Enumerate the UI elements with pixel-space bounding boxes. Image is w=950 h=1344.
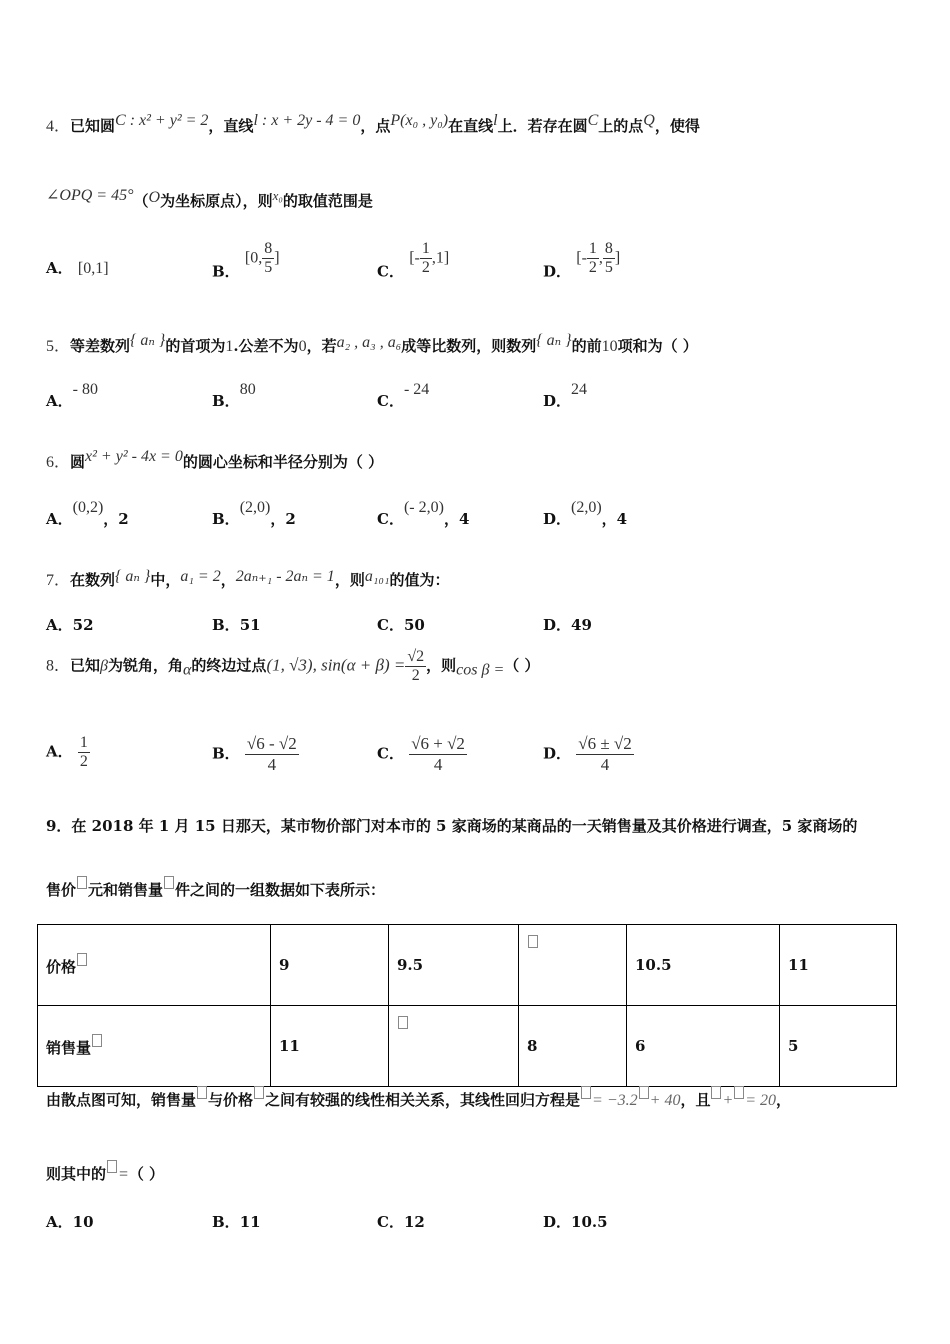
q9-regression-const: + 40	[649, 1092, 681, 1109]
q4-option-d[interactable]: D． [- $\frac{1}{2}$ , $\frac{8}{5}$ ]	[543, 240, 621, 281]
q7-option-b[interactable]: B．51	[212, 616, 261, 634]
missing-glyph-icon	[734, 1086, 744, 1099]
q7-recurrence: 2aₙ₊₁ - 2aₙ = 1	[235, 568, 335, 585]
q8-alpha: α	[183, 661, 192, 679]
q4-text: 为坐标原点），则	[160, 192, 273, 210]
q4-text: 已知圆	[70, 117, 116, 135]
q5-first-term: 1	[225, 338, 234, 355]
q9-stem-line4: 则其中的 =（ ）	[46, 1160, 164, 1184]
q5-ten: 10	[601, 338, 618, 355]
q4-point-q: Q	[643, 112, 655, 129]
q4-text: ，点	[360, 117, 391, 135]
q6-circle-eq: x² + y² - 4x = 0	[85, 448, 183, 465]
q9-sum-value: = 20	[745, 1092, 777, 1109]
table-row-header: 价格	[38, 925, 271, 1006]
table-cell: 10.5	[627, 925, 780, 1006]
q7-a101: a₁₀₁	[364, 568, 390, 585]
q9-equals: =	[118, 1166, 129, 1183]
table-cell: 9	[271, 925, 389, 1006]
table-cell: 8	[519, 1006, 627, 1087]
table-cell: 11	[271, 1006, 389, 1087]
missing-glyph-icon	[639, 1086, 649, 1099]
q4-origin: O	[148, 189, 161, 206]
q8-option-a[interactable]: A． $\frac{1}{2}$	[46, 734, 88, 770]
q6-option-b[interactable]: B．(2,0)，2	[212, 499, 296, 528]
table-cell: 5	[780, 1006, 897, 1087]
q5-sequence: { aₙ }	[130, 332, 166, 349]
q4-stem-line2	[46, 185, 373, 211]
q9-stem-line1: 9．在 2018 年 1 月 15 日那天，某市物价部门对本市的 5 家商场的某商品的一天销售量及其价格进行调查，5 家商场的	[46, 817, 858, 835]
missing-glyph-icon	[398, 1016, 408, 1029]
table-cell: 6	[627, 1006, 780, 1087]
q4-circle-eq: C : x² + y² = 2	[115, 112, 209, 129]
q6-stem: 6．圆x² + y² - 4x = 0的圆心坐标和半径分别为（ ）	[46, 448, 384, 471]
q9-regression-eq: = −3.2	[592, 1092, 638, 1109]
missing-glyph-icon	[197, 1086, 207, 1099]
q7-option-d[interactable]: D．49	[543, 616, 592, 634]
q8-cos-beta: cos β =	[456, 661, 505, 679]
q4-text: ，使得	[654, 117, 700, 135]
q4-text: 上．若存在圆	[497, 117, 588, 135]
q6-option-d[interactable]: D．(2,0)，4	[543, 499, 628, 528]
missing-glyph-icon	[77, 953, 87, 966]
q5-option-c[interactable]: C．- 24	[377, 381, 430, 410]
q7-a1: a₁ = 2	[180, 568, 221, 585]
q9-option-c[interactable]: C．12	[377, 1213, 425, 1231]
missing-glyph-icon	[107, 1160, 117, 1173]
table-cell	[389, 1006, 519, 1087]
q6-option-c[interactable]: C．(- 2,0)，4	[377, 499, 470, 528]
q4-circle-c: C	[587, 112, 599, 129]
q4-stem-line1	[46, 112, 700, 136]
q4-number: 4．	[46, 118, 71, 135]
missing-glyph-icon	[164, 876, 174, 889]
q5-number: 5．	[46, 338, 71, 355]
missing-glyph-icon	[92, 1034, 102, 1047]
q4-line-eq: l : x + 2y - 4 = 0	[253, 112, 361, 129]
missing-glyph-icon	[254, 1086, 264, 1099]
q4-option-a[interactable]: A． [0,1]	[46, 259, 109, 277]
q4-line-l: l	[493, 112, 498, 129]
table-row	[38, 925, 897, 1006]
q7-option-c[interactable]: C．50	[377, 616, 425, 634]
table-cell	[519, 925, 627, 1006]
missing-glyph-icon	[581, 1086, 591, 1099]
q4-text: 在直线	[448, 117, 494, 135]
q8-number: 8．	[46, 657, 71, 675]
q4-option-b[interactable]: B． [0, $\frac{8}{5}$ ]	[212, 240, 280, 281]
q9-option-a[interactable]: A．10	[46, 1213, 94, 1231]
q5-option-b[interactable]: B．80	[212, 381, 256, 410]
q8-stem: 8．已知β为锐角，角α的终边过点(1, √3), sin(α + β) = $\frac{√2}{2}$ ，则cos β =（ ）	[46, 648, 540, 684]
q4-point-p: P(x₀ , y₀)	[390, 112, 449, 129]
q6-option-a[interactable]: A．(0,2)，2	[46, 499, 129, 528]
q5-option-a[interactable]: A．- 80	[46, 381, 98, 410]
q5-stem: 5．等差数列{ aₙ }的首项为1.公差不为0，若a₂ , a₃ , a₆成等比数列，则数列{ aₙ }的前10项和为（ ）	[46, 332, 698, 355]
q9-sum-plus: +	[722, 1092, 734, 1109]
q4-option-c[interactable]: C． [- $\frac{1}{2}$ ,1]	[377, 240, 450, 281]
missing-glyph-icon	[77, 876, 87, 889]
table-row	[38, 1006, 897, 1087]
q6-number: 6．	[46, 454, 71, 471]
q5-zero: 0	[298, 338, 307, 355]
q9-option-d[interactable]: D．10.5	[543, 1213, 608, 1231]
missing-glyph-icon	[711, 1086, 721, 1099]
q8-option-d[interactable]: D． $\frac{√6 \pm √2}{4}$	[543, 734, 632, 774]
q4-angle: ∠OPQ = 45°	[46, 187, 134, 204]
q4-text: 的取值范围是	[282, 192, 373, 210]
q8-beta: β	[100, 657, 108, 675]
q4-text: ，直线	[208, 117, 254, 135]
q9-stem-line3: 由散点图可知，销售量 与价格 之间有较强的线性相关关系，其线性回归方程是 = −3.2 + 40，且 + = 20，	[46, 1086, 791, 1110]
q4-x0: x₀	[272, 188, 283, 203]
q5-option-d[interactable]: D．24	[543, 381, 588, 410]
table-row-header: 销售量	[38, 1006, 271, 1087]
q8-option-c[interactable]: C． $\frac{√6 + √2}{4}$	[377, 734, 465, 774]
q4-text: 上的点	[598, 117, 644, 135]
q7-number: 7．	[46, 572, 71, 589]
q7-option-a[interactable]: A．52	[46, 616, 94, 634]
missing-glyph-icon	[528, 935, 538, 948]
q8-option-b[interactable]: B． $\frac{√6 - √2}{4}$	[212, 734, 297, 774]
q9-stem-line2: 售价 元和销售量 件之间的一组数据如下表所示：	[46, 876, 385, 900]
q7-stem: 7．在数列{ aₙ }中，a₁ = 2，2aₙ₊₁ - 2aₙ = 1，则a₁₀₁的值为：	[46, 568, 450, 589]
q8-condition: (1, √3), sin(α + β) =	[266, 655, 406, 675]
q9-option-b[interactable]: B．11	[212, 1213, 261, 1231]
q9-data-table	[37, 924, 897, 1087]
q4-text: （	[133, 192, 149, 210]
q7-sequence: { aₙ }	[115, 568, 151, 585]
q5-sequence-2: { aₙ }	[536, 332, 572, 349]
table-cell: 11	[780, 925, 897, 1006]
q5-terms: a₂ , a₃ , a₆	[336, 334, 402, 351]
table-cell: 9.5	[389, 925, 519, 1006]
